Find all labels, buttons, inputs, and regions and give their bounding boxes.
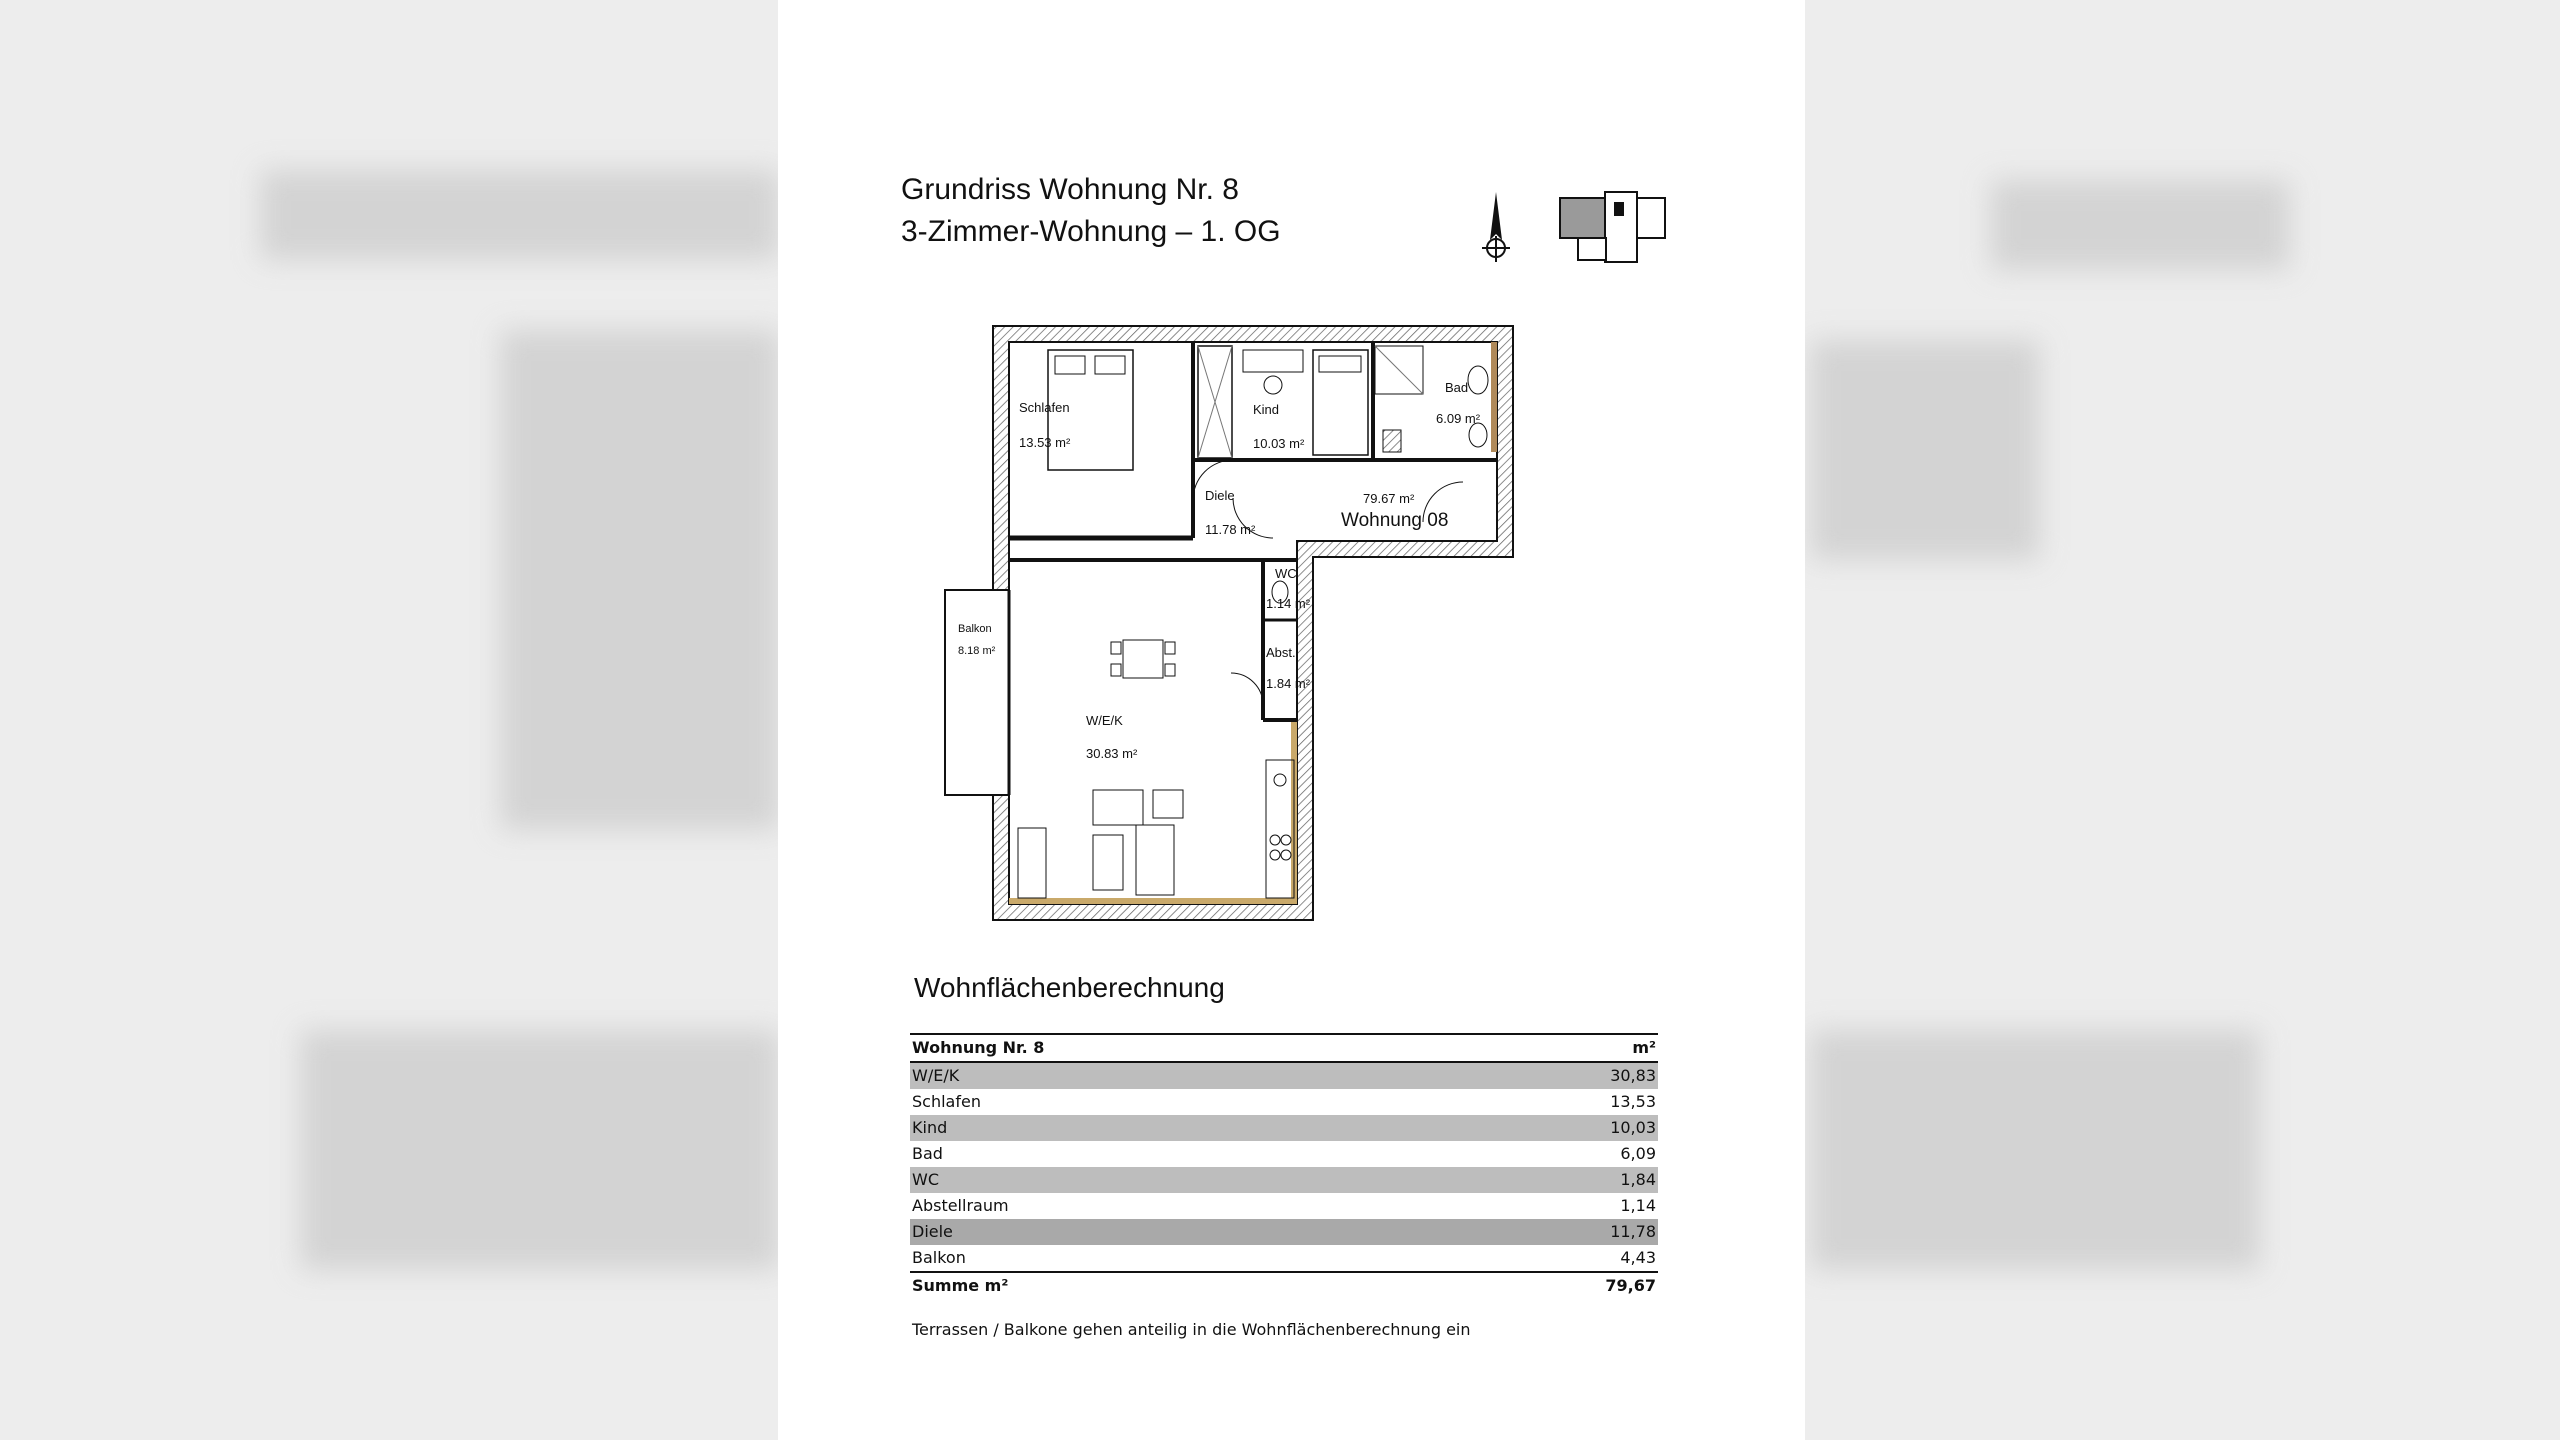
- room-wek-name: W/E/K: [1086, 713, 1123, 728]
- table-header-label: Wohnung Nr. 8: [910, 1034, 1444, 1062]
- room-schlafen-name: Schlafen: [1019, 400, 1070, 415]
- apartment-name: Wohnung 08: [1341, 510, 1449, 531]
- row-value: 11,78: [1444, 1219, 1658, 1245]
- table-row: [910, 1167, 1658, 1193]
- row-value: 10,03: [1444, 1115, 1658, 1141]
- floor-plan: [943, 320, 1543, 930]
- room-kind-name: Kind: [1253, 402, 1280, 417]
- row-value: 1,14: [1620, 1196, 1656, 1215]
- table-row: [910, 1115, 1658, 1141]
- row-value: 30,83: [1444, 1062, 1658, 1089]
- row-label: Kind: [910, 1115, 1444, 1141]
- table-row: [910, 1193, 1658, 1219]
- row-value: 13,53: [1610, 1092, 1656, 1111]
- table-header-row: [910, 1034, 1658, 1062]
- row-value: 6,09: [1620, 1144, 1656, 1163]
- room-balkon-area: 8.18 m²: [958, 645, 996, 657]
- table-sum-row: [910, 1272, 1658, 1299]
- room-wc-name: WC: [1275, 566, 1297, 581]
- room-diele-name: Diele: [1205, 488, 1235, 503]
- row-label: Diele: [910, 1219, 1444, 1245]
- table-row: [910, 1062, 1658, 1089]
- row-label: Abstellraum: [912, 1196, 1009, 1215]
- room-kind-area: 10.03 m²: [1253, 436, 1305, 451]
- row-label: WC: [910, 1167, 1444, 1193]
- room-abst-name: Abst.: [1266, 645, 1296, 660]
- area-table: [910, 1033, 1658, 1299]
- room-diele-area: 11.78 m²: [1205, 522, 1256, 537]
- room-wek-area: 30.83 m²: [1086, 746, 1138, 761]
- table-row: [910, 1219, 1658, 1245]
- room-bad-name: Bad: [1445, 380, 1469, 395]
- row-label: Bad: [912, 1144, 943, 1163]
- plan-subtitle: 3-Zimmer-Wohnung – 1. OG: [901, 215, 1281, 248]
- room-balkon-name: Balkon: [958, 623, 992, 635]
- sum-value: 79,67: [1444, 1272, 1658, 1299]
- calc-title: Wohnflächenberechnung: [914, 972, 1225, 1003]
- north-arrow-icon: [1478, 190, 1514, 270]
- row-label: Schlafen: [912, 1092, 981, 1111]
- table-row: [910, 1089, 1658, 1115]
- plan-title: Grundriss Wohnung Nr. 8: [901, 173, 1239, 206]
- row-label: Balkon: [912, 1248, 966, 1267]
- apartment-total-area: 79.67 m²: [1363, 491, 1415, 506]
- building-locator-icon: [1558, 188, 1668, 266]
- table-row: [910, 1245, 1658, 1272]
- room-bad-area: 6.09 m²: [1436, 411, 1481, 426]
- table-row: [910, 1141, 1658, 1167]
- document-page: [778, 0, 1805, 1440]
- footnote: Terrassen / Balkone gehen anteilig in die Wohnflächenberechnung ein: [912, 1320, 1471, 1339]
- row-value: 1,84: [1444, 1167, 1658, 1193]
- room-wc-area: 1.14 m²: [1266, 596, 1311, 611]
- sum-label: Summe m²: [910, 1272, 1444, 1299]
- room-schlafen-area: 13.53 m²: [1019, 435, 1071, 450]
- room-abst-area: 1.84 m²: [1266, 676, 1311, 691]
- table-header-unit: m²: [1444, 1034, 1658, 1062]
- row-label: W/E/K: [910, 1062, 1444, 1089]
- row-value: 4,43: [1620, 1248, 1656, 1267]
